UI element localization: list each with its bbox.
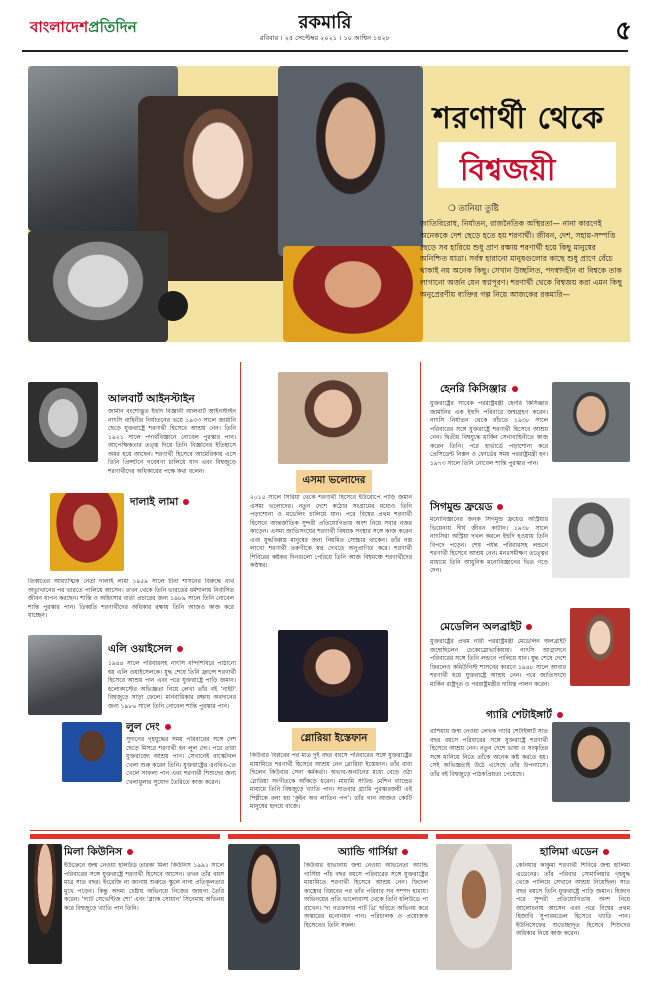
- section-dot-icon: [603, 849, 609, 855]
- section-dot-icon: [557, 712, 563, 718]
- profile-name-halima-aden: হালিমা এডেন: [540, 845, 609, 862]
- profile-name-freud: সিগমুন্ড ফ্রয়েড: [430, 500, 503, 517]
- bottom-section-rule: [30, 830, 630, 831]
- profile-text-gloria-estefan: কিউবার বিপ্লবের পর মাত্র দুই বছর বয়সে পরিবারের সঙ্গে যুক্তরাষ্ট্রের মায়ামিতে শরণার্থী হিসেবে আশ্রয় নেন গ্লোরিয়া ইস্তেফান। তাঁর বাবা ছিলেন কিউবার সেনা কর্মকর্তা। অভাব-অনটনের মধ্যে বেড়ে ওঠা গ্লোরিয়া সংগীতকে আঁকড়ে ধরেন। মায়ামি সাউন্ড মেশিন ব্যান্ডের মাধ্যমে তিনি বিশ্বজুড়ে খ্যাতি পান। সাতবার গ্র্যামি পুরস্কারজয়ী এই শিল্পীকে বলা হয় ‘কুইন অব লাতিন পপ’। তাঁর গান আজও কোটি মানুষের হৃদয়ে বাজে।: [250, 752, 412, 811]
- hero-photo-collage: [28, 66, 423, 342]
- section-dot-icon: [183, 499, 189, 505]
- hero-photo-microphone: [158, 291, 188, 321]
- profile-name-kissinger: হেনরি কিসিঞ্জার: [440, 382, 518, 399]
- profile-text-dalai-lama: তিব্বতের আধ্যাত্মিক নেতা দালাই লামা ১৯৫৯ সালে চীনা শাসনের বিরুদ্ধে ব্যর্থ অভ্যুত্থানের পর ভারতে পালিয়ে আসেন। তখন থেকে তিনি ভারতের ধর্মশালায় নির্বাসিত জীবন যাপন করছেন। শান্তি ও অহিংসার বার্তা প্রচারের জন্য ১৯৮৯ সালে তিনি নোবেল শান্তি পুরস্কার পান। তিব্বতি শরণার্থীদের অধিকার রক্ষায় তিনি আজও কাজ করে যাচ্ছেন।: [28, 578, 234, 620]
- dateline: রবিবার । ২৫ সেপ্টেম্বর ২০২১ । ১০ আশ্বিন ১৪২৮: [260, 34, 390, 42]
- masthead: [0, 0, 650, 58]
- profile-text-halima-aden: কেনিয়ার কাকুমা শরণার্থী শিবিরে জন্ম হালিমা এডেনের। তাঁর পরিবার সোমালিয়ার গৃহযুদ্ধ থেকে পালিয়ে সেখানে আশ্রয় নিয়েছিল। সাত বছর বয়সে তিনি যুক্তরাষ্ট্রে পাড়ি জমান। হিজাব পরে সুন্দরী প্রতিযোগিতায় অংশ নিয়ে আলোচনায় আসেন এবং পরে বিশ্বের প্রথম হিজাবি সুপারমডেল হিসেবে খ্যাতি পান। ইউনিসেফের শুভেচ্ছাদূত হিসেবে শিশুদের অধিকার নিয়ে কাজ করেন।: [516, 862, 630, 938]
- photo-shteyngart: [552, 722, 630, 802]
- photo-einstein: [28, 382, 98, 462]
- photo-albright: [570, 608, 630, 686]
- hero-title-line1: শরণার্থী থেকে: [433, 101, 605, 136]
- logo-part1: বাংলাদেশ: [30, 18, 89, 36]
- bottom-bar-3: [436, 834, 630, 839]
- profile-name-gloria-estefan: গ্লোরিয়া ইস্তেফান: [292, 728, 376, 751]
- profile-text-wiesel: ১৯৪৪ সালে পরিবারসহ নাৎসি বন্দিশিবিরে পাঠানো হয় এলি ওয়াইসেলকে। যুদ্ধ শেষে তিনি ফ্রান্সে শরণার্থী হিসেবে আশ্রয় পান এবং পরে যুক্তরাষ্ট্রে পাড়ি জমান। হলোকাস্টের অভিজ্ঞতা নিয়ে লেখা তাঁর বই ‘নাইট’ বিশ্বজুড়ে সাড়া ফেলে। মানবাধিকার রক্ষায় অবদানের জন্য ১৯৮৬ সালে তিনি নোবেল শান্তি পুরস্কার পান।: [108, 660, 236, 710]
- profile-text-luol-deng: সুদানের গৃহযুদ্ধের সময় পরিবারের সঙ্গে দেশ ছেড়ে মিসরে শরণার্থী হন লুল দেং। পরে তারা যুক্তরাজ্যে আশ্রয় পান। সেখানেই বাস্কেটবল খেলা শুরু করেন তিনি। যুক্তরাষ্ট্রের এনবিএ-তে খেলে সাফল্য পান এবং শরণার্থী শিশুদের জন্য খেলাধুলার সুযোগ তৈরিতে কাজ করেন।: [126, 736, 236, 786]
- profile-name-mila-kunis: মিলা কিউনিস: [64, 845, 133, 862]
- column-rule-right: [420, 362, 421, 822]
- bottom-bar-2: [228, 834, 428, 839]
- intro-paragraph: জাতিবিরোধ, নির্যাতন, রাজনৈতিক অস্থিরতা— নানা কারণেই অনেককে দেশ ছেড়ে হতে হয় শরণার্থী। জীবন, দেশ, সহায়-সম্পত্তি ছেড়ে সব হারিয়ে শুধু প্রাণ রক্ষায় শরণার্থী হয়ে কিছু মানুষের অনিশ্চিত যাত্রা। সর্বস্ব হারানো মানুষগুলোর কাছে শুধু প্রাণে বেঁচে থাকাই নয় অনেক কিছু। সেখান উচ্ছলিত, পদস্বাদহীন বা বিশ্বকে তাক লাগানো অর্জন যেন স্বপ্নপূরণ। শরণার্থী থেকে বিশ্বজয় করা এমন কিছু অনুপ্রেরণীয় ব্যক্তির গল্প নিয়ে আজকের রকমারি—: [420, 219, 622, 299]
- byline: ❍ তানিয়া তুষ্টি: [448, 204, 499, 214]
- profile-text-albright: যুক্তরাষ্ট্রের প্রথম নারী পররাষ্ট্রমন্ত্রী মেডেলিন অলব্রাইট জন্মেছিলেন চেকোস্লোভাকিয়ায়। নাৎসি আগ্রাসনে পরিবারের সঙ্গে তিনি লন্ডনে পালিয়ে যান। যুদ্ধ শেষে দেশে ফিরলেও কমিউনিস্ট শাসনের কারণে ১৯৪৮ সালে আবার শরণার্থী হয়ে যুক্তরাষ্ট্রে আশ্রয় নেন। পরে জাতিসংঘে মার্কিন রাষ্ট্রদূত ও পররাষ্ট্রমন্ত্রীর দায়িত্ব পালন করেন।: [430, 638, 566, 688]
- photo-kissinger: [552, 382, 630, 462]
- photo-dalai-lama: [50, 493, 124, 571]
- photo-esma-voloder: [278, 372, 388, 464]
- section-dot-icon: [497, 504, 503, 510]
- photo-luol-deng: [62, 722, 122, 782]
- profile-name-dalai-lama: দালাই লামা: [130, 495, 189, 512]
- profile-name-einstein: আলবার্ট আইনস্টাইন: [108, 393, 195, 405]
- profile-text-einstein: জার্মান বংশোদ্ভূত ইহুদি বিজ্ঞানী আলবার্ট আইনস্টাইন নাৎসি বাহিনীর নির্যাতনের ভয়ে ১৯৩৩ সালে জার্মানি ছেড়ে যুক্তরাষ্ট্রে শরণার্থী হিসেবে আশ্রয় নেন। তিনি ১৯২১ সালে পদার্থবিজ্ঞানে নোবেল পুরস্কার পান। আপেক্ষিকতার তত্ত্ব দিয়ে তিনি বিজ্ঞানের ইতিহাসে অমর হয়ে আছেন। শরণার্থী হিসেবে আমেরিকায় এসে তিনি প্রিন্সটনে গবেষণা চালিয়ে যান এবং বিশ্বজুড়ে শরণার্থীদের অধিকারের পক্ষে কথা বলেন।: [108, 408, 236, 475]
- bottom-bar-1: [30, 834, 220, 839]
- section-title: রকমারি: [298, 12, 352, 33]
- profile-name-luol-deng: লুল দেং: [126, 720, 171, 737]
- hero-photo-einstein: [28, 231, 168, 342]
- section-dot-icon: [512, 386, 518, 392]
- column-rule-left: [240, 362, 241, 822]
- profile-name-shteyngart: গ্যারি শেটাইঙ্গার্ট: [486, 708, 563, 725]
- photo-halima-aden: [436, 844, 512, 970]
- masthead-rule: [22, 50, 628, 52]
- hero-photo-dalai-lama: [283, 246, 423, 342]
- profile-name-esma-voloder: এসমা ভলোদের: [296, 470, 372, 493]
- photo-gloria-estefan: [278, 630, 388, 722]
- profile-text-mila-kunis: ইউক্রেনে জন্ম নেওয়া হলিউড তারকা মিলা কিউনিস ১৯৯১ সালে পরিবারের সঙ্গে যুক্তরাষ্ট্রে শরণার্থী হিসেবে আসেন। তখন তাঁর বয়স মাত্র সাত বছর। ইংরেজি না জানায় শুরুতে স্কুলে নানা প্রতিকূলতার মুখে পড়েন। কিন্তু অদম্য চেষ্টায় অভিনয়ে নিজের জায়গা তৈরি করেন। ‘দ্যাট সেভেন্টিজ শো’ এবং ‘ব্ল্যাক সোয়ান’ সিনেমায় অভিনয় করে বিশ্বজুড়ে খ্যাতি পান তিনি।: [64, 862, 224, 912]
- hero-title-line2: বিশ্বজয়ী: [460, 153, 556, 188]
- photo-andy-garcia: [228, 844, 300, 970]
- section-dot-icon: [526, 624, 532, 630]
- profile-text-shteyngart: রাশিয়ায় জন্ম নেওয়া লেখক গ্যারি শেটাইঙ্গার্ট সাত বছর বয়সে পরিবারের সঙ্গে যুক্তরাষ্ট্রে শরণার্থী হিসেবে আশ্রয় নেন। নতুন দেশে ভাষা ও সংস্কৃতির সঙ্গে মানিয়ে নিতে তাঁকে অনেক কষ্ট করতে হয়। সেই অভিজ্ঞতাই উঠে এসেছে তাঁর উপন্যাসে। তাঁর বই বিশ্বজুড়ে পাঠকপ্রিয়তা পেয়েছে।: [430, 728, 548, 778]
- photo-wiesel: [28, 635, 102, 715]
- hero-photo-garcia: [278, 66, 423, 256]
- profile-text-andy-garcia: কিউবার হাভানায় জন্ম নেওয়া অভিনেতা অ্যান্ডি গার্সিয়া পাঁচ বছর বয়সে পরিবারের সঙ্গে যুক্তরাষ্ট্রের মায়ামিতে শরণার্থী হিসেবে আশ্রয় নেন। ফিদেল কাস্ত্রোর বিপ্লবের পর তাঁর পরিবার সব সম্পদ হারায়। অভিনয়ের প্রতি ভালোবাসা থেকে তিনি হলিউডে পা রাখেন। ‘দ্য গডফাদার পার্ট থ্রি’ ছবিতে অভিনয় করে অস্কারের মনোনয়ন পান। পরিচালক ও প্রযোজক হিসেবেও তিনি সফল।: [304, 862, 428, 929]
- section-dot-icon: [177, 646, 183, 652]
- profile-name-wiesel: এলি ওয়াইসেল: [108, 642, 183, 659]
- profile-text-esma-voloder: ২০১৫ সালে সিরিয়া থেকে শরণার্থী হিসেবে ইউরোপে পাড়ি জমান এসমা ভলোদের। নতুন দেশে কঠোর সংগ্রামের মধ্যেও তিনি পড়াশোনা ও মডেলিং চালিয়ে যান। পরে বিশ্বের প্রথম শরণার্থী হিসেবে আন্তর্জাতিক সুন্দরী প্রতিযোগিতায় অংশ নিয়ে সবার নজর কাড়েন। এসমা জাতিসংঘের শরণার্থী বিষয়ক সংস্থার সঙ্গে কাজ করেন এবং যুদ্ধবিধ্বস্ত মানুষের জন্য নিয়মিত সোচ্চার থাকেন। তাঁর গল্প লাখো শরণার্থী তরুণীকে স্বপ্ন দেখতে অনুপ্রাণিত করে। শরণার্থী শিবিরের কষ্টকর দিনগুলো পেরিয়ে তিনি আজ বিশ্বমঞ্চে শরণার্থীদের কণ্ঠস্বর।: [250, 494, 412, 570]
- profile-name-andy-garcia: অ্যান্ডি গার্সিয়া: [338, 845, 408, 862]
- section-dot-icon: [165, 724, 171, 730]
- section-dot-icon: [402, 849, 408, 855]
- photo-freud: [552, 498, 630, 578]
- page-number: ৫: [615, 16, 632, 46]
- logo-part2: প্রতিদিন: [88, 18, 137, 36]
- profile-name-albright: মেডেলিন অলব্রাইট: [440, 620, 532, 637]
- hero-banner: [28, 66, 630, 342]
- section-dot-icon: [127, 849, 133, 855]
- profile-text-freud: মনোবিজ্ঞানের জনক সিগমুন্ড ফ্রয়েড অস্ট্রিয়ার ভিয়েনায় দীর্ঘ জীবন কাটান। ১৯৩৮ সালে নাৎসিরা অস্ট্রিয়া দখল করলে ইহুদি হওয়ায় তিনি বিপদে পড়েন। শেষ পর্যন্ত পরিবারসহ লন্ডনে শরণার্থী হিসেবে আশ্রয় নেন। মনঃসমীক্ষণ তত্ত্বের মাধ্যমে তিনি আধুনিক মনোবিজ্ঞানের ভিত গড়ে দেন।: [430, 516, 548, 575]
- profile-text-kissinger: যুক্তরাষ্ট্রের সাবেক পররাষ্ট্রমন্ত্রী হেনরি কিসিঞ্জার জার্মানির এক ইহুদি পরিবারে জন্মগ্রহণ করেন। নাৎসি নির্যাতন থেকে বাঁচতে ১৯৩৮ সালে পরিবারের সঙ্গে যুক্তরাষ্ট্রে শরণার্থী হিসেবে আশ্রয় নেন। দ্বিতীয় বিশ্বযুদ্ধে মার্কিন সেনাবাহিনীতে কাজ করেন তিনি। পরে হার্ভার্ডে পড়াশোনা করে প্রেসিডেন্ট নিক্সন ও ফোর্ডের সময় পররাষ্ট্রমন্ত্রী হন। ১৯৭৩ সালে তিনি নোবেল শান্তি পুরস্কার পান।: [430, 400, 548, 467]
- photo-mila-kunis: [28, 844, 62, 964]
